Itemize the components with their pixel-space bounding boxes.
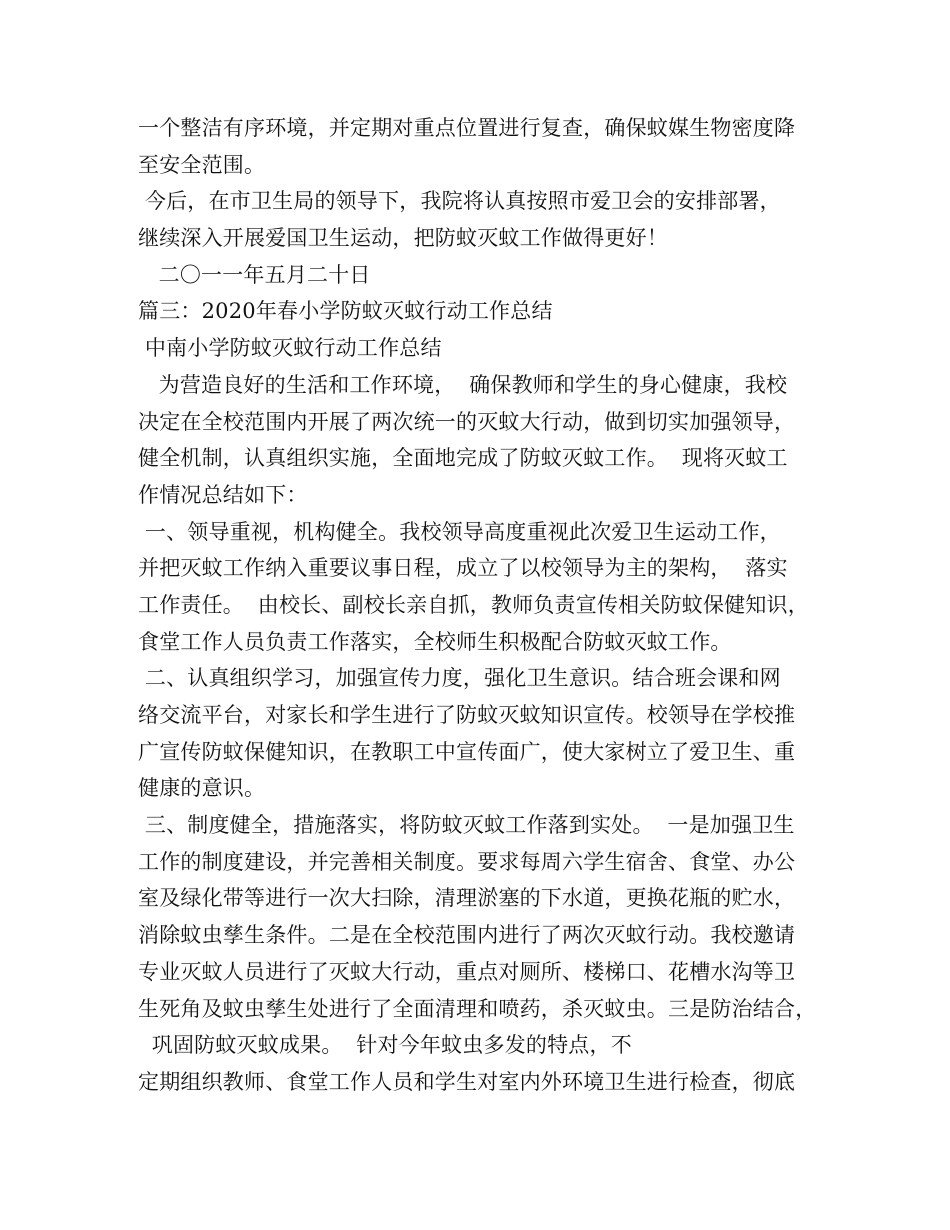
text-line: 作情况总结如下： [138, 482, 308, 507]
text-line: 今后，在市卫生局的领导下，我院将认真按照市爱卫会的安排部署， [138, 189, 781, 214]
text-line: 继续深入开展爱国卫生运动，把防蚊灭蚊工作做得更好！ [138, 226, 668, 251]
document-body [138, 110, 838, 1101]
text-line: 巩固防蚊灭蚊成果。 针对今年蚊虫多发的特点，不 [138, 1033, 632, 1058]
text-line: 定期组织教师、食堂工作人员和学生对室内外环境卫生进行检查，彻底 [138, 1069, 796, 1094]
text-line: 健康的意识。 [138, 776, 266, 801]
text-line: 至安全范围。 [138, 152, 266, 177]
text-line: 健全机制，认真组织实施，全面地完成了防蚊灭蚊工作。 现将灭蚊工 [138, 446, 788, 471]
text-line: 专业灭蚊人员进行了灭蚊大行动，重点对厕所、楼梯口、花槽水沟等卫 [138, 959, 796, 984]
text-line: 室及绿化带等进行一次大扫除，清理淤塞的下水道，更换花瓶的贮水， [138, 886, 796, 911]
text-line: 广宣传防蚊保健知识，在教职工中宣传面广，使大家树立了爱卫生、重 [138, 739, 796, 764]
text-line: 一、领导重视，机构健全。我校领导高度重视此次爱卫生运动工作， [138, 519, 781, 544]
text-line: 二、认真组织学习，加强宣传力度，强化卫生意识。结合班会课和网 [138, 666, 781, 691]
text-line: 三、制度健全，措施落实，将防蚊灭蚊工作落到实处。 一是加强卫生 [138, 813, 795, 838]
text-line: 工作责任。 由校长、副校长亲自抓，教师负责宣传相关防蚊保健知识， [138, 592, 809, 617]
text-line: 工作的制度建设，并完善相关制度。要求每周六学生宿舍、食堂、办公 [138, 849, 796, 874]
text-line: 食堂工作人员负责工作落实，全校师生积极配合防蚊灭蚊工作。 [138, 629, 732, 654]
text-line: 为营造良好的生活和工作环境， 确保教师和学生的身心健康，我校 [138, 372, 788, 397]
text-line: 生死角及蚊虫孳生处进行了全面清理和喷药，杀灭蚊虫。三是防治结合， [138, 996, 817, 1021]
date-line: 二〇一一年五月二十日 [138, 262, 371, 287]
text-line: 并把灭蚊工作纳入重要议事日程，成立了以校领导为主的架构， 落实 [138, 556, 788, 581]
section-heading: 篇三：2020年春小学防蚊灭蚊行动工作总结 [138, 299, 553, 324]
document-title: 中南小学防蚊灭蚊行动工作总结 [138, 336, 442, 361]
text-line: 决定在全校范围内开展了两次统一的灭蚊大行动，做到切实加强领导， [138, 409, 796, 434]
text-line: 络交流平台，对家长和学生进行了防蚊灭蚊知识宣传。校领导在学校推 [138, 703, 796, 727]
text-line: 一个整洁有序环境，并定期对重点位置进行复查，确保蚊媒生物密度降 [138, 116, 796, 140]
text-line: 消除蚊虫孳生条件。二是在全校范围内进行了两次灭蚊行动。我校邀请 [138, 923, 796, 948]
